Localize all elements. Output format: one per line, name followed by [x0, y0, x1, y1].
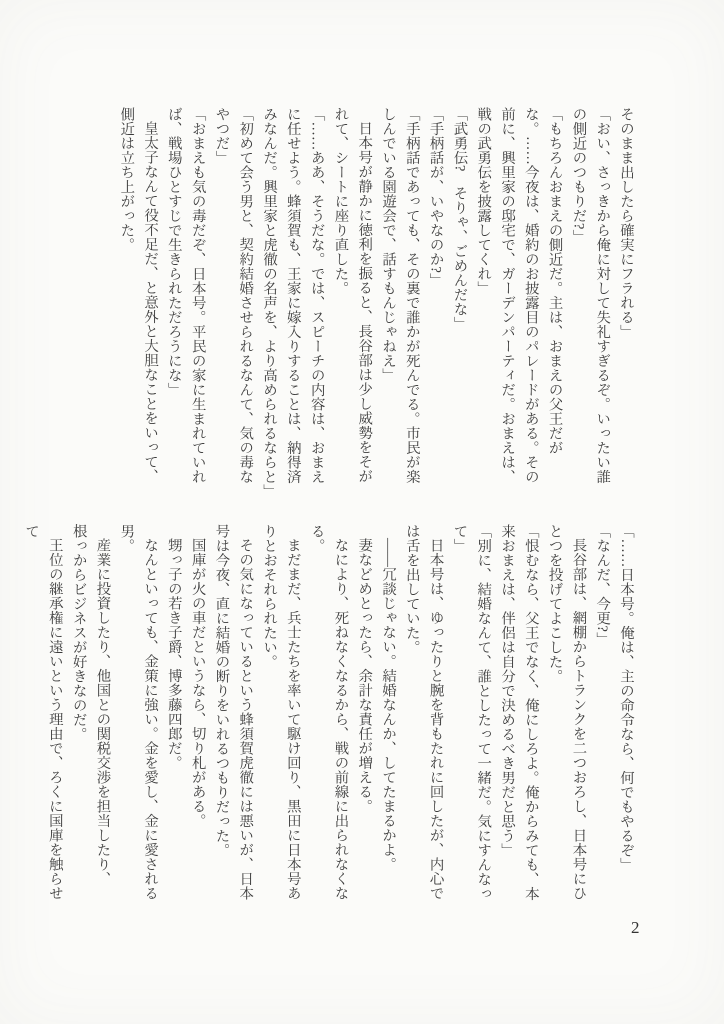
paragraph: 日本号は、ゆったりと腕を背もたれに回したが、内心では舌を出していた。 — [403, 524, 444, 901]
paragraph: 「……日本号。俺は、主の命令なら、何でもやるぞ」 — [618, 524, 634, 872]
paragraph: 日本号が静かに徳利を振ると、長谷部は少し威勢をそがれて、シートに座り直した。 — [332, 107, 373, 484]
paragraph: 「もちろんおまえの側近だ。主は、おまえの父王だがな。……今夜は、婚約のお披露目のパレードがある。その前に、興里家の邸宅で、ガーデンパーティだ。おまえは、戦の武勇伝を披露してくれ」 — [475, 107, 563, 484]
paragraph: 皇太子なんて役不足だ、と意外と大胆なことをいって、側近は立ち上がった。 — [118, 107, 159, 484]
paragraph: 妻などめとったら、余計な責任が増える。 — [356, 538, 373, 814]
paragraph: まだまだ、兵士たちを率いて駆け回り、黒田に日本号ありとおそれられたい。 — [261, 524, 301, 901]
paragraph: 「おい、さっきから俺に対して失礼すぎるぞ。いったい誰の側近のつもりだ?」 — [570, 107, 611, 484]
paragraph: 長谷部は、網棚からトランクを二つおろし、日本号にひとつを投げてよこした。 — [546, 524, 587, 901]
paragraph: 「おまえも気の毒だぞ、日本号。平民の家に生まれていれば、戦場ひとすじで生きられただろうにな」 — [165, 107, 206, 484]
paragraph: 「なんだ、今更?」 — [594, 524, 611, 647]
page-number: 2 — [631, 918, 640, 937]
paragraph: 「恨むなら、父王でなく、俺にしろよ。俺からみても、本来おまえは、伴侶は自分で決めるべき男だと思う」 — [499, 524, 539, 901]
paragraph: 甥っ子の若き子爵、博多藤四郎だ。 — [165, 538, 182, 771]
paragraph: なにより、死ねなくなるから、戦の前線に出られなくなる。 — [308, 524, 349, 901]
paragraph: ――冗談じゃない。結婚なんか、してたまるかよ。 — [380, 538, 397, 872]
paragraph: 王位の継承権に遠いという理由で、ろくに国庫を触らせて — [23, 524, 63, 901]
paragraph: 「武勇伝? そりゃ、ごめんだな」 — [451, 107, 468, 331]
paragraph: 「手柄話が、いやなのか?」 — [427, 107, 444, 288]
paragraph: そのまま出したら確実にフラれる」 — [618, 107, 634, 339]
paragraph: 「……ああ、そうだな。では、スピーチの内容は、おまえに任せよう。蜂須賀も、王家に嫁入りすることは、納得済みなんだ。興里家と虎徹の名声を、より高められるならと」 — [261, 107, 325, 499]
paragraph: 「手柄話であっても、その裏で誰かが死んでる。市民が楽しんでいる園遊会で、話すもんじゃねえ」 — [380, 107, 420, 484]
paragraph: なんといっても、金策に強い。金を愛し、金に愛される男。 — [118, 524, 159, 901]
paragraph: 産業に投資したり、他国との関税交渉を担当したり、根っからビジネスが好きなのだ。 — [70, 524, 111, 887]
paragraph: 国庫が火の車だというなら、切り札がある。 — [189, 538, 206, 829]
paragraph: 「初めて会う男と、契約結婚させられるなんて、気の毒なやつだ」 — [213, 107, 254, 484]
bottom-text-block — [18, 524, 637, 914]
top-text-block — [113, 107, 637, 497]
paragraph: 「別に、結婚なんて、誰としたって一緒だ。気にすんなって」 — [451, 524, 492, 901]
paragraph: その気になっているという蜂須賀虎徹には悪いが、日本号は今夜、直に結婚の断りをいれるつもりだった。 — [213, 524, 254, 901]
